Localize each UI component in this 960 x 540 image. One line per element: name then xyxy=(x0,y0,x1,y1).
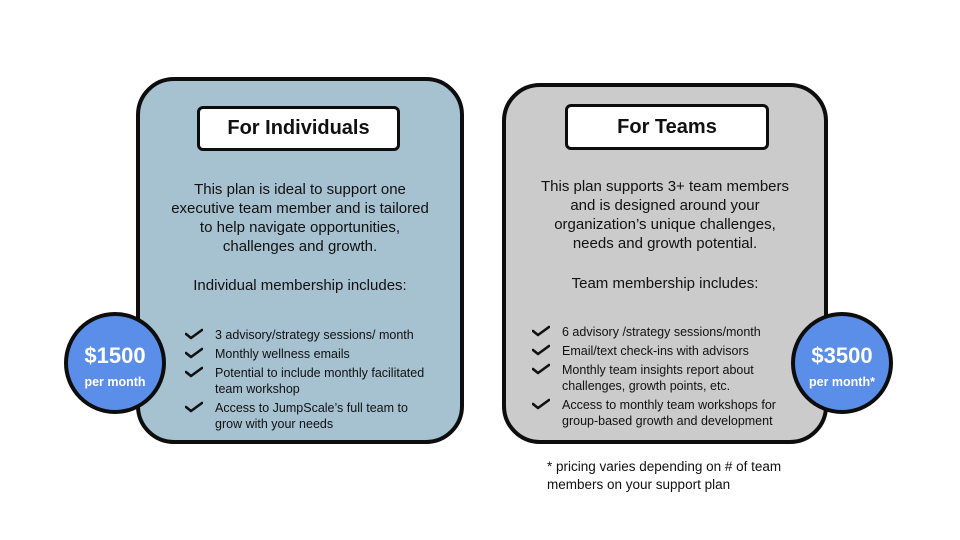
description-line: needs and growth potential. xyxy=(572,235,758,252)
teams-includes-heading: Team membership includes: xyxy=(571,275,759,292)
individuals-includes-heading: Individual membership includes: xyxy=(193,277,407,294)
individuals-plan-card xyxy=(136,77,464,444)
price-period: per month xyxy=(84,375,146,389)
price-amount: $3500 xyxy=(811,343,873,368)
teams-plan-card xyxy=(502,83,828,444)
description-line: organization’s unique challenges, xyxy=(554,216,776,233)
feature-item xyxy=(183,327,458,343)
check-icon xyxy=(185,347,203,359)
individuals-plan-title: For Individuals xyxy=(197,106,400,151)
description-line: challenges and growth. xyxy=(222,238,378,255)
individuals-price-badge xyxy=(64,312,166,414)
feature-text: group-based growth and development xyxy=(562,414,773,428)
check-icon xyxy=(185,401,203,413)
teams-plan-title: For Teams xyxy=(565,104,769,150)
description-line: executive team member and is tailored xyxy=(171,200,429,217)
feature-text: 3 advisory/strategy sessions/ month xyxy=(215,328,414,342)
feature-text: Email/text check-ins with advisors xyxy=(562,344,749,358)
feature-item xyxy=(183,346,458,362)
description-line: This plan supports 3+ team members xyxy=(540,178,790,195)
teams-feature-list xyxy=(530,324,820,432)
feature-text: team workshop xyxy=(215,382,300,396)
description-line: This plan is ideal to support one xyxy=(194,181,406,198)
feature-item xyxy=(530,362,820,394)
feature-item xyxy=(183,365,458,397)
check-icon xyxy=(532,344,550,356)
check-icon xyxy=(185,328,203,340)
check-icon xyxy=(532,363,550,375)
description-line: and is designed around your xyxy=(570,197,760,214)
feature-item xyxy=(530,397,820,429)
feature-text: Monthly wellness emails xyxy=(215,347,350,361)
footnote-line: members on your support plan xyxy=(547,477,731,492)
price-amount: $1500 xyxy=(84,343,146,368)
feature-text: Access to monthly team workshops for xyxy=(562,398,776,412)
feature-text: Access to JumpScale’s full team to xyxy=(215,401,408,415)
price-period: per month* xyxy=(809,375,875,389)
check-icon xyxy=(532,398,550,410)
feature-text: grow with your needs xyxy=(215,417,334,431)
feature-item xyxy=(183,400,458,432)
description-line: to help navigate opportunities, xyxy=(199,219,401,236)
pricing-footnote xyxy=(547,458,827,494)
check-icon xyxy=(185,366,203,378)
feature-text: 6 advisory /strategy sessions/month xyxy=(562,325,761,339)
footnote-line: * pricing varies depending on # of team xyxy=(547,459,782,474)
teams-plan-description xyxy=(518,177,812,253)
feature-text: Potential to include monthly facilitated xyxy=(215,366,425,380)
check-icon xyxy=(532,325,550,337)
feature-text: challenges, growth points, etc. xyxy=(562,379,731,393)
feature-item xyxy=(530,343,820,359)
feature-item xyxy=(530,324,820,340)
feature-text: Monthly team insights report about xyxy=(562,363,754,377)
individuals-feature-list xyxy=(183,327,458,435)
individuals-plan-description xyxy=(152,180,448,256)
teams-price-badge xyxy=(791,312,893,414)
